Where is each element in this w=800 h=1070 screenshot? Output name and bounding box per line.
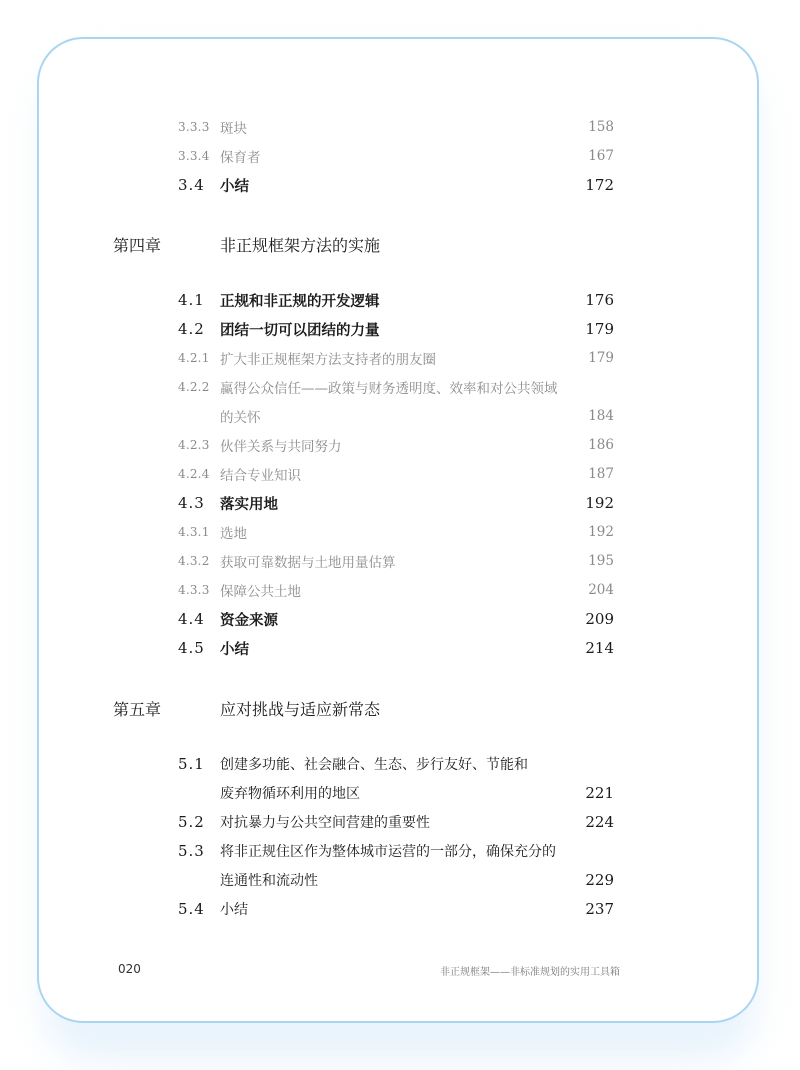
- toc-entry[interactable]: [178, 433, 614, 457]
- entry-number: 4.2.1: [178, 351, 210, 365]
- entry-title: 赢得公众信任——政策与财务透明度、效率和对公共领域: [220, 381, 558, 397]
- entry-page: 224: [585, 813, 614, 831]
- entry-title: 保育者: [220, 150, 261, 166]
- entry-number: 4.5: [178, 639, 205, 657]
- entry-page: 204: [588, 582, 614, 598]
- entry-title: 连通性和流动性: [220, 873, 318, 889]
- entry-page: 229: [585, 871, 614, 889]
- toc-entry[interactable]: [178, 173, 614, 197]
- toc-entry[interactable]: [178, 491, 614, 515]
- entry-title: 伙伴关系与共同努力: [220, 439, 342, 455]
- toc-entry[interactable]: [178, 115, 614, 139]
- entry-title: 资金来源: [220, 611, 278, 629]
- entry-number: 4.2.4: [178, 467, 210, 481]
- entry-number: 4.2.2: [178, 380, 210, 394]
- chapter-title: 应对挑战与适应新常态: [220, 699, 381, 719]
- toc-entry[interactable]: [178, 607, 614, 631]
- chapter-title: 非正规框架方法的实施: [220, 235, 381, 255]
- entry-title: 对抗暴力与公共空间营建的重要性: [220, 815, 430, 831]
- entry-page: 184: [588, 408, 614, 424]
- toc-entry[interactable]: [178, 868, 614, 892]
- toc-entry[interactable]: [178, 404, 614, 428]
- page-number: 020: [118, 962, 141, 976]
- entry-number: 3.4: [178, 176, 205, 194]
- toc-entry[interactable]: [178, 897, 614, 921]
- entry-title: 正规和非正规的开发逻辑: [220, 292, 380, 310]
- toc-entry[interactable]: [178, 578, 614, 602]
- entry-number: 4.2: [178, 320, 205, 338]
- entry-page: 192: [588, 524, 614, 540]
- chapter-number: 第五章: [113, 699, 162, 719]
- entry-title: 保障公共土地: [220, 584, 301, 600]
- toc-entry[interactable]: [178, 781, 614, 805]
- entry-title: 获取可靠数据与土地用量估算: [220, 555, 396, 571]
- toc-entry[interactable]: [178, 810, 614, 834]
- entry-title: 小结: [220, 640, 249, 658]
- entry-page: 179: [588, 350, 614, 366]
- toc-entry[interactable]: [178, 375, 614, 399]
- chapter-heading-5[interactable]: [113, 695, 380, 721]
- entry-title: 废弃物循环利用的地区: [220, 786, 360, 802]
- toc-entry[interactable]: [178, 317, 614, 341]
- entry-number: 5.1: [178, 755, 205, 773]
- entry-page: 186: [588, 437, 614, 453]
- entry-number: 4.2.3: [178, 438, 210, 452]
- entry-number: 3.3.3: [178, 120, 210, 134]
- entry-title: 小结: [220, 177, 249, 195]
- toc-entry[interactable]: [178, 288, 614, 312]
- toc-entry[interactable]: [178, 520, 614, 544]
- entry-title: 扩大非正规框架方法支持者的朋友圈: [220, 352, 436, 368]
- toc-entry[interactable]: [178, 839, 614, 863]
- entry-number: 5.3: [178, 842, 205, 860]
- running-footer-title: 非正规框架——非标准规划的实用工具箱: [440, 967, 620, 978]
- entry-page: 179: [585, 320, 614, 338]
- chapter-heading-4[interactable]: [113, 231, 380, 257]
- entry-number: 4.3: [178, 494, 205, 512]
- entry-number: 4.3.1: [178, 525, 210, 539]
- entry-page: 158: [588, 119, 614, 135]
- entry-title: 小结: [220, 902, 248, 918]
- entry-title: 选地: [220, 526, 247, 542]
- entry-page: 209: [585, 610, 614, 628]
- toc-entry[interactable]: [178, 462, 614, 486]
- entry-number: 5.2: [178, 813, 205, 831]
- entry-page: 187: [588, 466, 614, 482]
- entry-number: 4.1: [178, 291, 205, 309]
- entry-title: 落实用地: [220, 495, 278, 513]
- chapter-number: 第四章: [113, 235, 162, 255]
- entry-title: 创建多功能、社会融合、生态、步行友好、节能和: [220, 757, 528, 773]
- entry-page: 195: [588, 553, 614, 569]
- entry-title: 将非正规住区作为整体城市运营的一部分，确保充分的: [220, 844, 556, 860]
- toc-entry[interactable]: [178, 144, 614, 168]
- entry-number: 3.3.4: [178, 149, 210, 163]
- toc-entry[interactable]: [178, 346, 614, 370]
- entry-page: 176: [585, 291, 614, 309]
- entry-page: 192: [585, 494, 614, 512]
- toc-entry[interactable]: [178, 636, 614, 660]
- entry-number: 4.3.2: [178, 554, 210, 568]
- entry-page: 214: [585, 639, 614, 657]
- entry-number: 4.3.3: [178, 583, 210, 597]
- toc-entry[interactable]: [178, 752, 614, 776]
- entry-page: 167: [588, 148, 614, 164]
- entry-number: 4.4: [178, 610, 205, 628]
- entry-title: 的关怀: [220, 410, 261, 426]
- entry-page: 221: [585, 784, 614, 802]
- entry-page: 172: [585, 176, 614, 194]
- entry-page: 237: [585, 900, 614, 918]
- entry-number: 5.4: [178, 900, 205, 918]
- entry-title: 团结一切可以团结的力量: [220, 321, 380, 339]
- toc-entry[interactable]: [178, 549, 614, 573]
- entry-title: 结合专业知识: [220, 468, 301, 484]
- entry-title: 斑块: [220, 121, 247, 137]
